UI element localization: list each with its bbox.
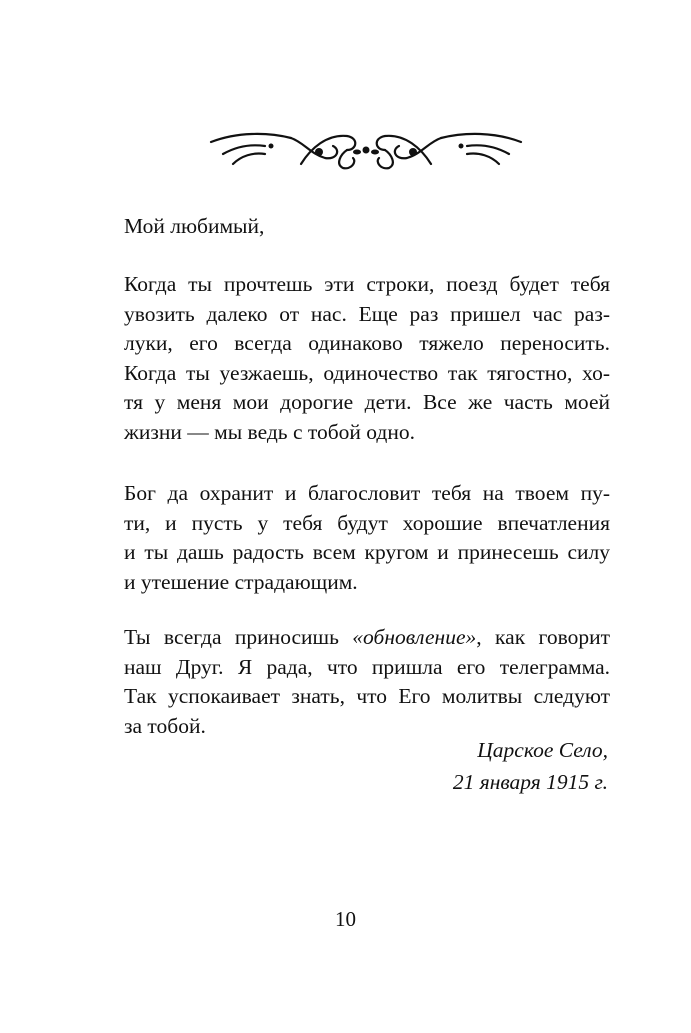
decorative-flourish-ornament — [207, 124, 525, 174]
letter-greeting — [124, 212, 610, 242]
paragraph-line: Когда ты уезжаешь, одиночество так тягостно, хо- — [124, 360, 610, 385]
paragraph-line: увозить далеко от нас. Еще раз пришел час раз- — [124, 301, 610, 326]
paragraph-line: и утешение страдающим. — [124, 569, 358, 594]
greeting-line: Мой любимый, — [124, 214, 265, 238]
paragraph-line: ти, и пусть у тебя будут хорошие впечатления — [124, 510, 610, 535]
paragraph-line-with-quote — [124, 623, 610, 653]
paragraph-line: Так успокаивает знать, что Его молитвы следуют — [124, 684, 610, 709]
paragraph-line: Бог да охранит и благословит тебя на твоем пу- — [124, 481, 610, 505]
paragraph-line: и ты дашь радость всем кругом и принесешь силу — [124, 540, 610, 565]
paragraph-line: за тобой. — [124, 713, 206, 738]
paragraph-line: луки, его всегда одинаково тяжело переносить. — [124, 331, 610, 356]
signature-date: 21 января 1915 г. — [452, 770, 608, 794]
paragraph-line: наш Друг. Я рада, что пришла его телеграмма. — [124, 654, 610, 679]
text-before-quote: Ты всегда приносишь — [124, 625, 353, 649]
paragraph-line: жизни — мы ведь с тобой одно. — [124, 419, 415, 444]
paragraph-line: Когда ты прочтешь эти строки, поезд будет тебя — [124, 272, 610, 296]
italic-quote: «обновление» — [352, 625, 477, 649]
page-number: 10 — [335, 907, 356, 931]
paragraph-line: тя у меня мои дорогие дети. Все же часть моей — [124, 390, 610, 415]
letter-paragraph-2 — [124, 479, 610, 597]
signature-place: Царское Село, — [477, 738, 608, 762]
text-after-quote: , как говорит — [476, 625, 610, 649]
letter-paragraph-1 — [124, 270, 610, 448]
letter-paragraph-3 — [124, 623, 610, 741]
